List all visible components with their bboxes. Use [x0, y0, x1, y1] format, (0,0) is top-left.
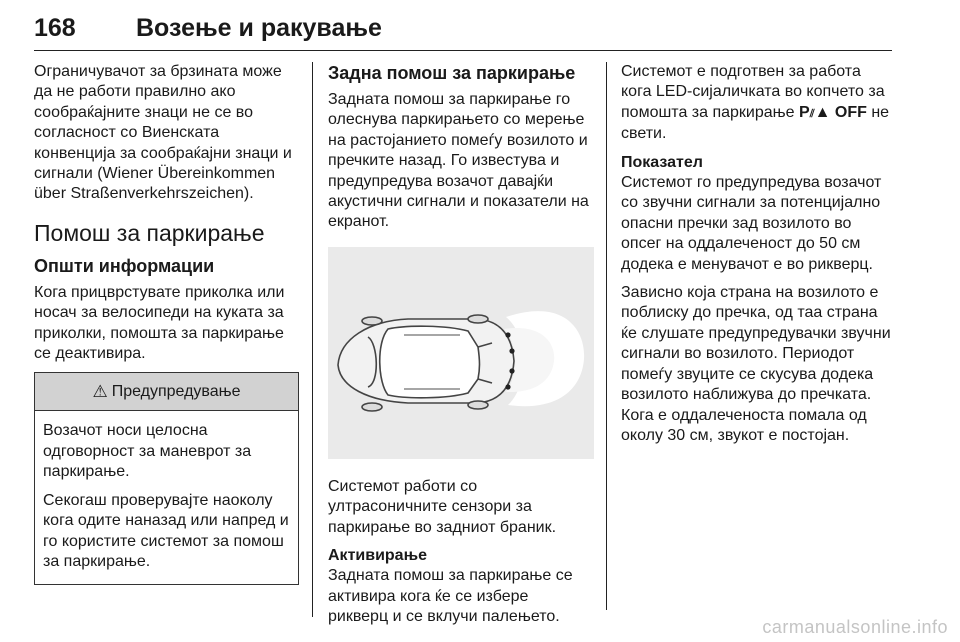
- parking-symbol: P: [799, 103, 810, 121]
- watermark: carmanualsonline.info: [762, 617, 948, 637]
- parking-button-icon: P⫽▲: [799, 103, 831, 121]
- ready-text-after: не свети.: [621, 103, 890, 143]
- warning-body: [35, 411, 298, 584]
- warning-header: [35, 373, 298, 411]
- column-3: [621, 62, 891, 454]
- column-2: [328, 62, 592, 636]
- warning-box: [34, 372, 299, 585]
- column-divider-1: [312, 62, 313, 617]
- car-sensor-drawing: [328, 247, 594, 459]
- activation-paragraph: Задната помош за паркирање се активира кога ќе се избере рикверц и се вклучи палењето.: [328, 567, 573, 626]
- page-header: [34, 10, 892, 51]
- indicator-title: Показател: [621, 153, 703, 171]
- general-paragraph: Кога прицврстувате приколка или носач за велосипеди на куката за приколки, помошта за паркирање се деактивира.: [34, 283, 285, 363]
- warning-title: Предупредување: [111, 382, 241, 400]
- figure-caption: Системот работи со ултрасоничните сензори за паркирање во задниот браник.: [328, 477, 557, 536]
- column-1: [34, 62, 299, 585]
- subsection-title: Општи информации: [34, 255, 215, 276]
- ready-paragraph: [621, 62, 891, 145]
- indicator-paragraph: Системот го предупредува возачот со звучни сигнали за потенцијално опасни пречки зад возилото во опсег на оддалеченост до 50 см додека е менувачот е во рикверц.: [621, 174, 882, 273]
- car-body: [338, 315, 514, 411]
- warning-paragraph-2: Секогаш проверувајте наоколу кога одите наназад или напред и го користите системот за помош за паркирање.: [43, 491, 289, 570]
- side-paragraph: Зависно која страна на возилото е поблиску до пречка, од таа страна ќе слушате предупредувачки звучни сигнали во возилото. Периодот помеѓу звуците се скусува додека возилото наближува до пречката. Кога е оддалеченоста помала од околу 30 см, звукот е постојан.: [621, 284, 891, 444]
- ready-text-before: Системот е подготвен за работа кога LED-сијаличката во копчето за помошта за паркирање: [621, 63, 885, 121]
- rear-parking-sensors-illustration: [328, 247, 594, 459]
- activation-title: Активирање: [328, 547, 427, 565]
- warning-triangle-icon: ⚠: [92, 381, 108, 401]
- rear-parking-title: Задна помош за паркирање: [328, 63, 576, 83]
- section-title: Помош за паркирање: [34, 219, 265, 246]
- intro-paragraph: Ограничувачот за брзината може да не работи правилно ако сообраќајните знаци не се во согласност со Виенската конвенција за сообраќајни знаци и сигнали (Wiener Übereinkommen über Straßenverkehrszeichen).: [34, 63, 292, 203]
- column-divider-2: [606, 62, 607, 610]
- chapter-title: Возење и ракување: [136, 14, 382, 42]
- rear-parking-paragraph: Задната помош за паркирање го олеснува паркирањето со мерење на растојанието помеѓу возилото и пречките назад. Го известува и предупредува возачот давајќи акустични сигнали и показатели на екранот.: [328, 91, 589, 231]
- warning-paragraph-1: Возачот носи целосна одговорност за маневрот за паркирање.: [43, 422, 252, 481]
- off-label: OFF: [834, 103, 867, 121]
- page-number: 168: [34, 14, 76, 42]
